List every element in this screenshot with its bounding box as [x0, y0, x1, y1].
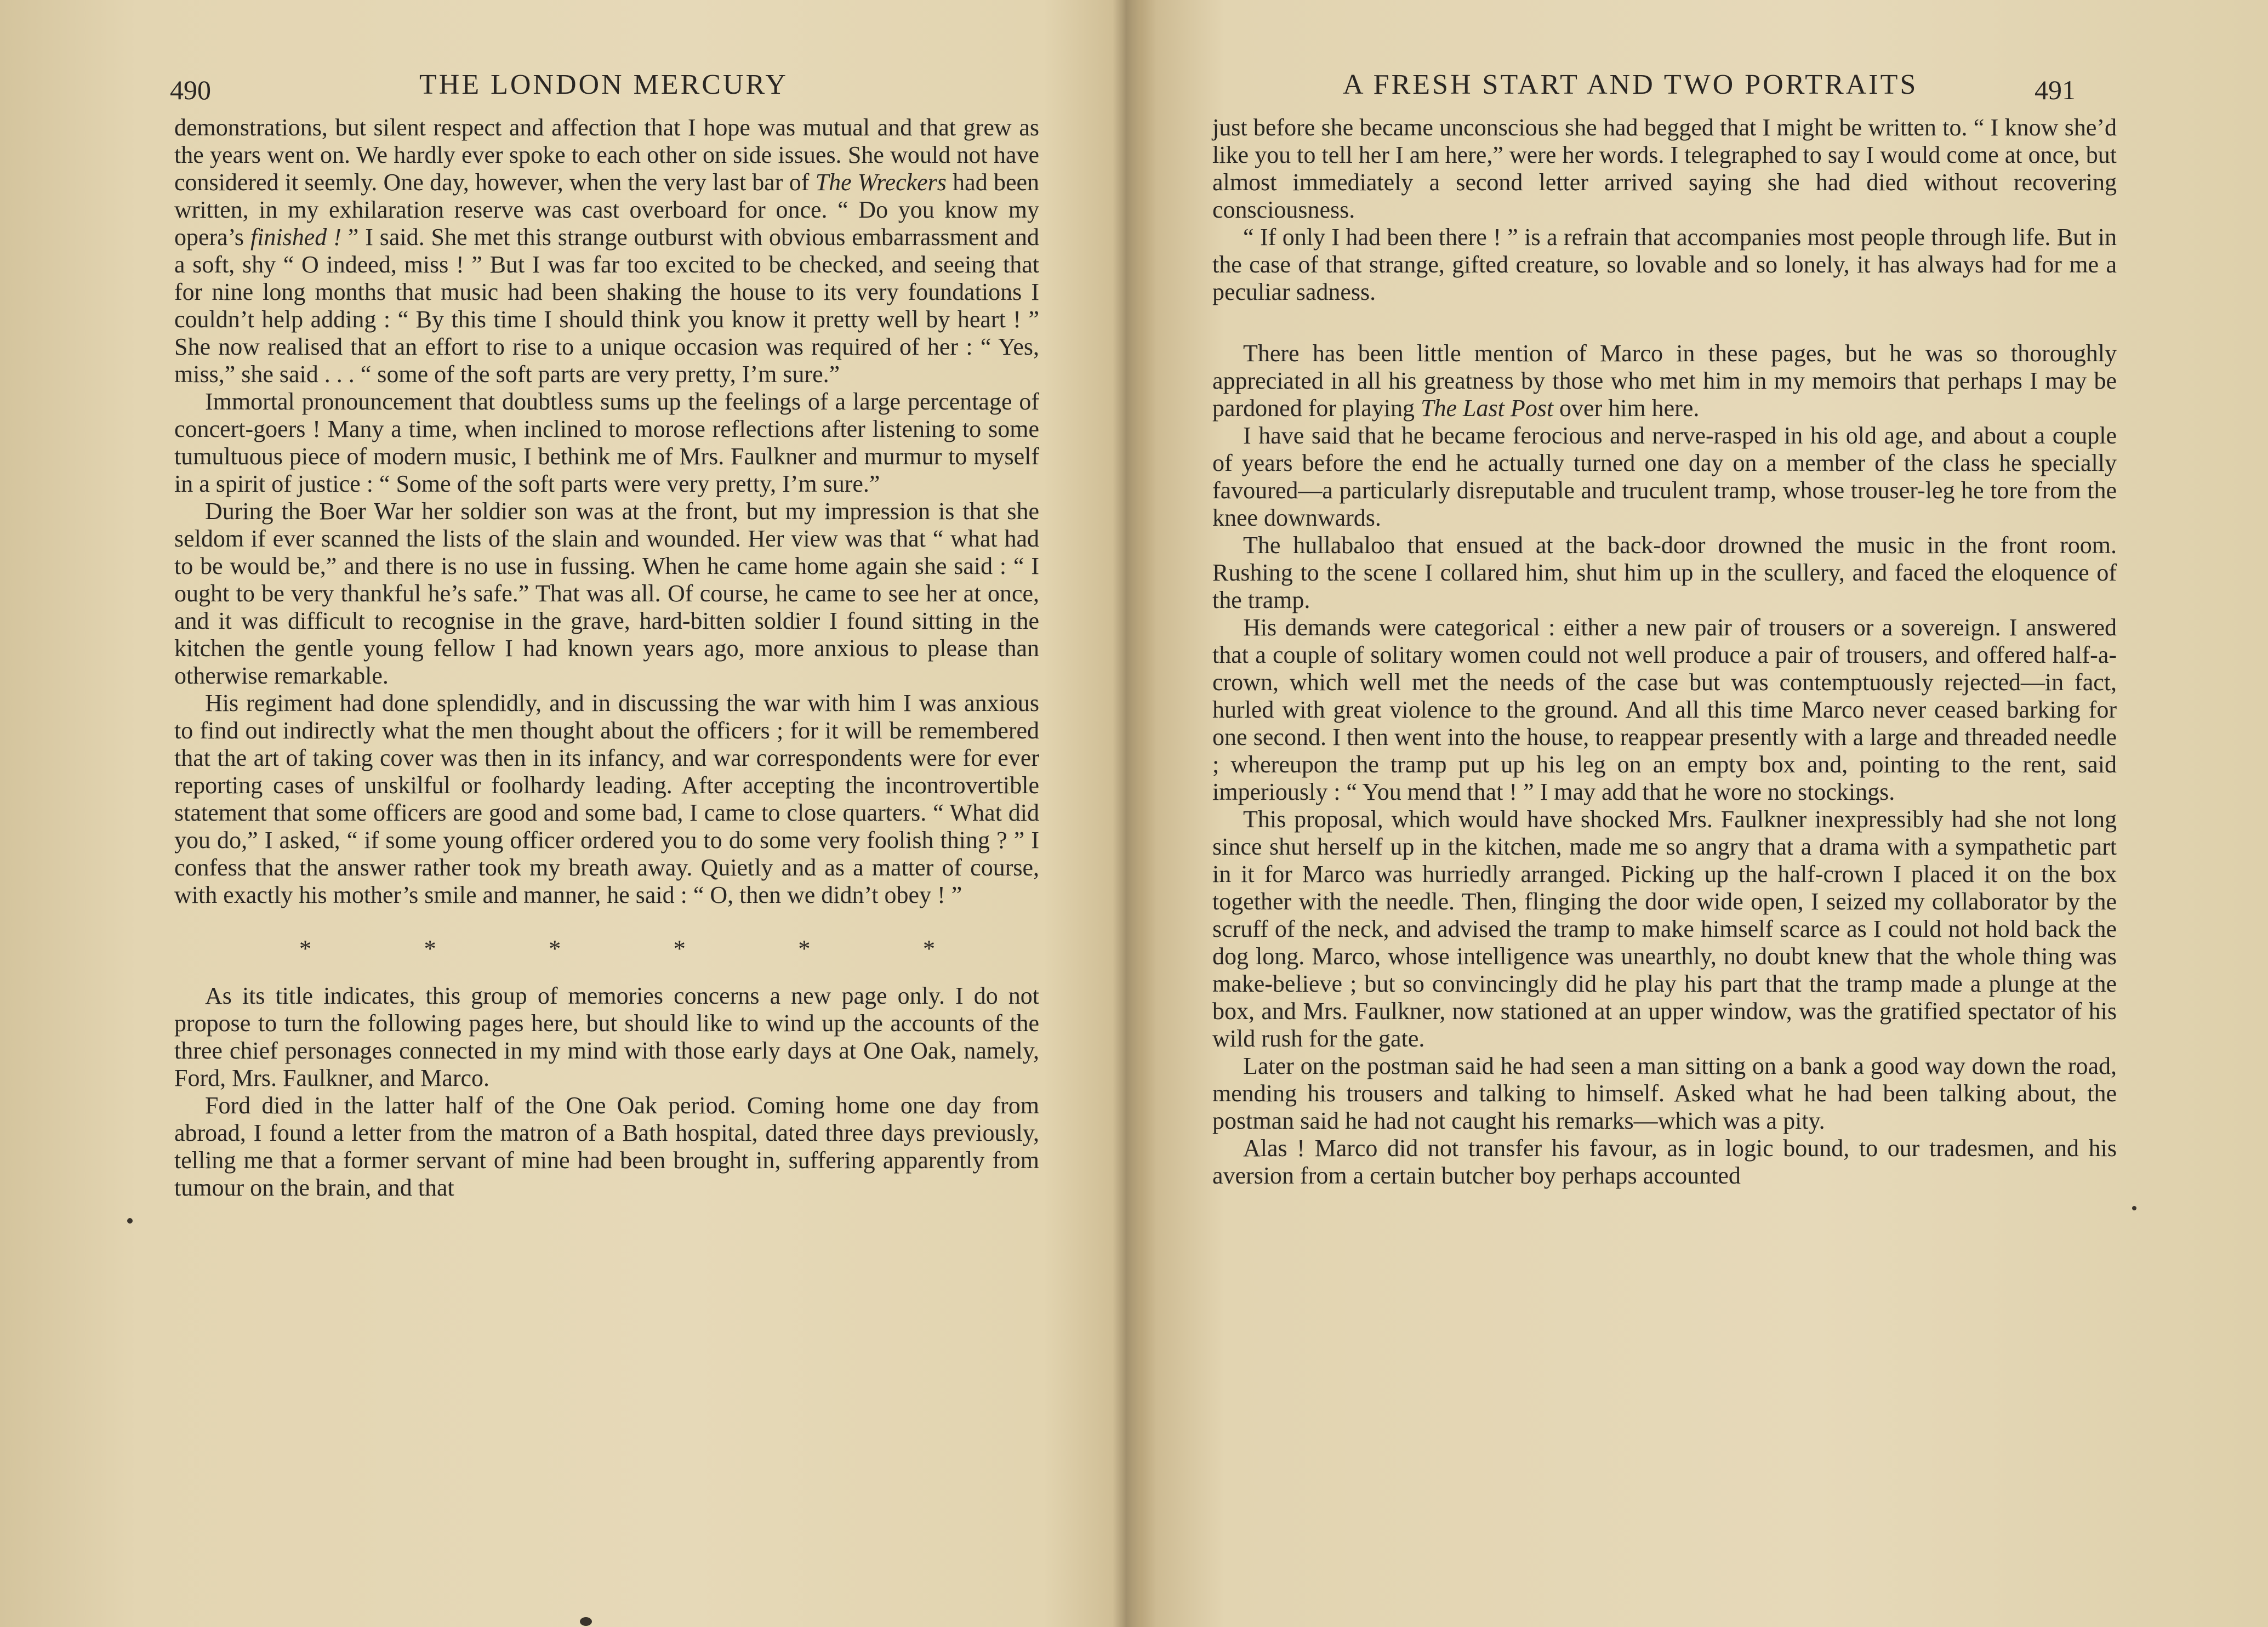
paragraph: “ If only I had been there ! ” is a refrain that accompanies most people through life. But in the case of that strange, gifted creature, so lovable and so lonely, it has always had for me a peculiar sadness. [1212, 224, 2117, 305]
paragraph: There has been little mention of Marco in these pages, but he was so thoroughly appreciated in all his greatness by those who met him in my memoirs that perhaps I may be pardoned for playing The Last Post over him here. [1212, 340, 2117, 422]
right-page [1135, 0, 2268, 1627]
paragraph: Ford died in the latter half of the One Oak period. Coming home one day from abroad, I found a letter from the matron of a Bath hospital, dated three days previously, telling me that a former servant of mine had been brought in, suffering apparently from tumour on the brain, and that [174, 1092, 1039, 1201]
paragraph: As its title indicates, this group of memories concerns a new page only. I do not propose to turn the following pages here, but should like to wind up the accounts of the three chief personages connected in my mind with those early days at One Oak, namely, Ford, Mrs. Faulkner, and Marco. [174, 982, 1039, 1091]
left-text-block [174, 114, 1039, 1202]
running-head: THE LONDON MERCURY [419, 69, 788, 100]
paragraph: His regiment had done splendidly, and in discussing the war with him I was anxious to find out indirectly what the men thought about the officers ; for it will be remembered that the art of taking cover was then in its infancy, and war correspondents were for ever reporting cases of unskilful or foolhardy leading. After accepting the incontrovertible statement that some officers are good and some bad, I came to close quarters. “ What did you do,” I asked, “ if some young officer ordered you to do some very foolish thing ? ” I confess that the answer rather took my breath away. Quietly and as a matter of course, with exactly his mother’s smile and manner, he said : “ O, then we didn’t obey ! ” [174, 690, 1039, 908]
asterisk: * [922, 935, 935, 962]
page-number: 490 [170, 75, 211, 105]
paragraph: The hullabaloo that ensued at the back-door drowned the music in the front room. Rushing to the scene I collared him, shut him up in the scullery, and faced the eloquence of the tramp. [1212, 532, 2117, 613]
asterisk: * [424, 935, 436, 962]
paragraph: I have said that he became ferocious and nerve-rasped in his old age, and about a couple of years before the end he actually turned one day on a member of the class he specially favoured—a particularly disreputable and truculent tramp, whose trouser-leg he tore from the knee downwards. [1212, 422, 2117, 531]
asterisk: * [299, 935, 311, 962]
paragraph: just before she became unconscious she had begged that I might be written to. “ I know she’d like you to tell her I am here,” were her words. I telegraphed to say I would come at once, but almost immediately a second letter arrived saying she had died without recovering consciousness. [1212, 114, 2117, 223]
paragraph: Later on the postman said he had seen a man sitting on a bank a good way down the road, mending his trousers and talking to himself. Asked what he had been talking about, the postman said he had not caught his remarks—which was a pity. [1212, 1053, 2117, 1134]
running-head: A FRESH START AND TWO PORTRAITS [1343, 69, 1918, 100]
asterisk: * [673, 935, 686, 962]
paper-speck [2132, 1206, 2136, 1210]
paragraph: Immortal pronouncement that doubtless sums up the feelings of a large percentage of concert-goers ! Many a time, when inclined to morose reflections after listening to some tumultuous piece of modern music, I bethink me of Mrs. Faulkner and murmur to myself in a spirit of justice : “ Some of the soft parts were very pretty, I’m sure.” [174, 388, 1039, 497]
paper-speck [580, 1617, 592, 1626]
section-gap [1212, 306, 2117, 340]
asterisk: * [549, 935, 561, 962]
paragraph: During the Boer War her soldier son was at the front, but my impression is that she seldom if ever scanned the lists of the slain and wounded. Her view was that “ what had to be would be,” and there is no use in fussing. When he came home again she said : “ I ought to be very thankful he’s safe.” That was all. Of course, he came to see her at once, and it was difficult to recognise in the grave, hard-bitten soldier I found sitting in the kitchen the gentle young fellow I had known years ago, more anxious to please than otherwise remarkable. [174, 498, 1039, 689]
paper-speck [127, 1218, 133, 1224]
paragraph: Alas ! Marco did not transfer his favour, as in logic bound, to our tradesmen, and his aversion from a certain butcher boy perhaps accounted [1212, 1135, 2117, 1189]
paragraph: This proposal, which would have shocked Mrs. Faulkner inexpressibly had she not long since shut herself up in the kitchen, made me so angry that a drama with a sympathetic part in it for Marco was hurriedly arranged. Picking up the half-crown I placed it on the box together with the needle. Then, flinging the door wide open, I seized my collaborator by the scruff of the neck, and advised the tramp to make himself scarce as I could not hold back the dog long. Marco, whose intelligence was unearthly, no doubt knew that the whole thing was make-believe ; but so convincingly did he play his part that the tramp made a plunge at the box, and Mrs. Faulkner, now stationed at an upper window, was the gratified spectator of his wild rush for the gate. [1212, 806, 2117, 1052]
paragraph: His demands were categorical : either a new pair of trousers or a sovereign. I answered that a couple of solitary women could not well produce a pair of trousers, and offered half-a-crown, which well met the needs of the case but was contemptuously rejected—in fact, hurled with great violence to the ground. And all this time Marco never ceased barking for one second. I then went into the house, to reappear presently with a large and threaded needle ; whereupon the tramp put up his leg on an empty box and, pointing to the rent, said imperiously : “ You mend that ! ” I may add that he wore no stockings. [1212, 614, 2117, 805]
section-break-asterisks [299, 935, 935, 963]
paragraph: demonstrations, but silent respect and affection that I hope was mutual and that grew as the years went on. We hardly ever spoke to each other on side issues. She would not have considered it seemly. One day, however, when the very last bar of The Wreckers had been written, in my exhilaration reserve was cast overboard for once. “ Do you know my opera’s finished ! ” I said. She met this strange outburst with obvious embarrassment and a soft, shy “ O indeed, miss ! ” But I was far too excited to be checked, and seeing that for nine long months that music had been shaking the house to its very foundations I couldn’t help adding : “ By this time I should think you know it pretty well by heart ! ” She now realised that an effort to rise to a unique occasion was required of her : “ Yes, miss,” she said . . . “ some of the soft parts are very pretty, I’m sure.” [174, 114, 1040, 388]
asterisk: * [798, 935, 811, 962]
right-text-block [1212, 114, 2117, 1190]
left-page [0, 0, 1118, 1627]
page-number: 491 [2035, 75, 2076, 105]
